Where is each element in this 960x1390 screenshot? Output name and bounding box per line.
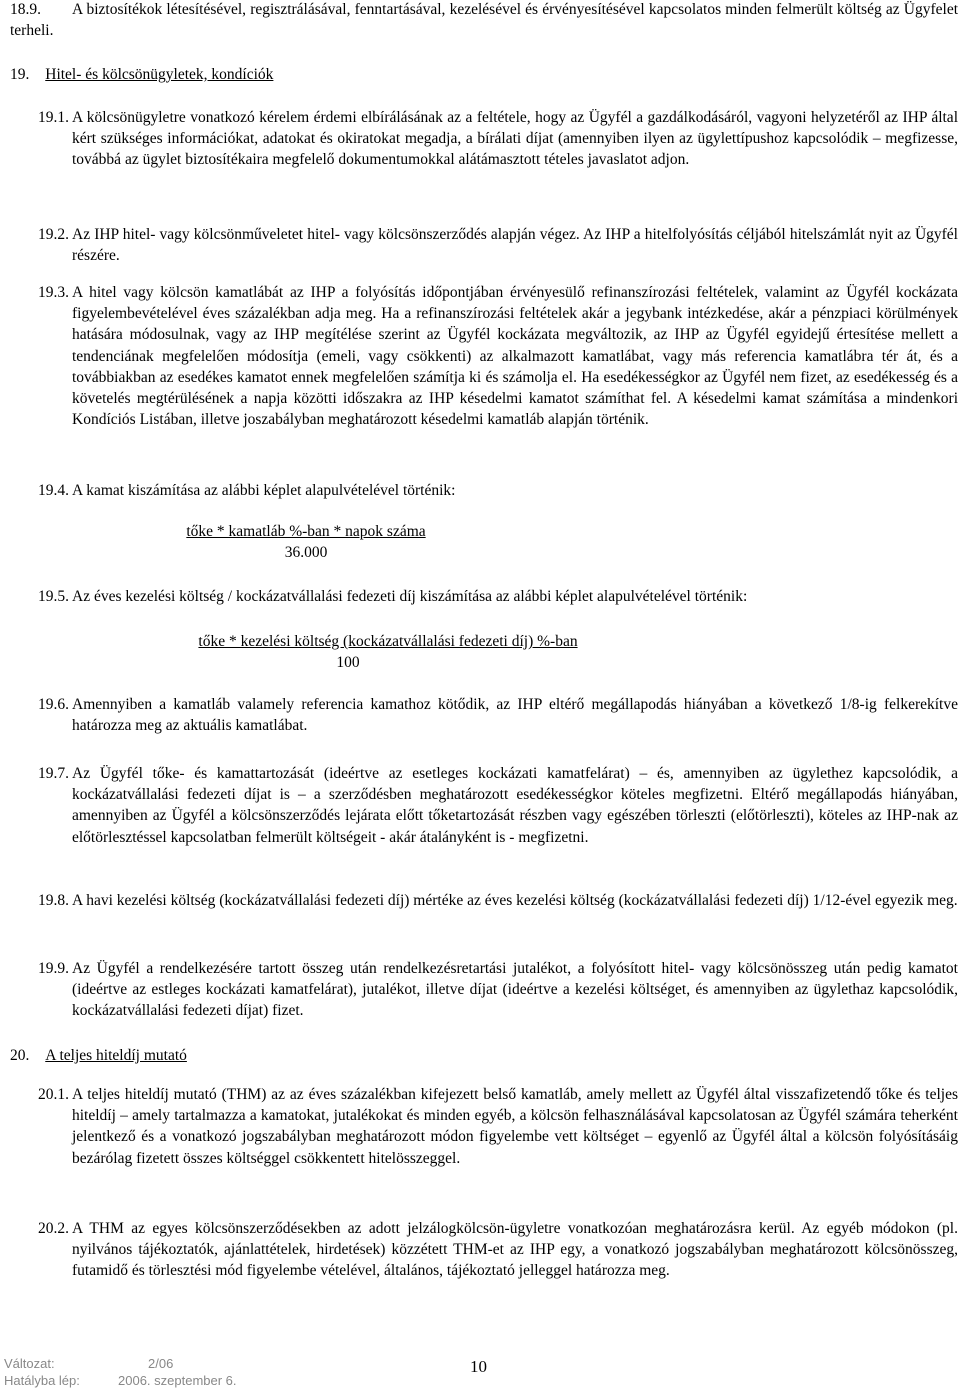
section-number: 20. <box>10 1047 30 1064</box>
paragraph-19-1 <box>38 107 958 171</box>
interest-formula <box>160 521 452 563</box>
footer-effective-label: Hatályba lép: <box>4 1373 80 1388</box>
paragraph-19-5 <box>38 586 958 607</box>
paragraph-text: A teljes hiteldíj mutató (THM) az az éves százalékban kifejezett belső kamatláb, amely mellett az Ügyfél által visszafizetendő tőke és teljes hiteldíj – amely tartalmazza a kamatokat, jutalékokat és minden egyéb, a kölcsön felhasználásával kapcsolatosan az Ügyfél számára teherként jelentkező és a vonatkozó jogszabályban meghatározott módon figyelembe vett költséget – egyenlő az Ügyfél által a kölcsön folyósításáig bezárólag fizetett összes költséggel csökkentett hitelösszeggel. <box>72 1086 958 1167</box>
section-number: 19. <box>10 66 30 83</box>
paragraph-number: 19.7. <box>38 765 69 782</box>
paragraph-19-9 <box>38 958 958 1022</box>
paragraph-number: 19.4. <box>38 482 69 499</box>
paragraph-19-6 <box>38 694 958 736</box>
paragraph-19-3 <box>38 282 958 430</box>
paragraph-text: A THM az egyes kölcsönszerződésekben az adott jelzálogkölcsön-ügyletre vonatkozóan meghatározásra kerül. Az egyéb módokon (pl. nyilvános tájékoztatók, ajánlattételek, hirdetések) közzétett THM-et az IHP egy, a vonatkozó jogszabályban meghatározott kölcsönösszeg, futamidő és törlesztési mód figyelembe vételével, általános, tájékoztató jelleggel határozza meg. <box>72 1220 958 1280</box>
section-title: A teljes hiteldíj mutató <box>45 1047 187 1064</box>
paragraph-text: A kamat kiszámítása az alábbi képlet alapulvételével történik: <box>72 482 456 499</box>
paragraph-text: Az Ügyfél a rendelkezésére tartott összeg után rendelkezésretartási jutalékot, a folyósított hitel- vagy kölcsönösszeg után pedig kamatot (ideértve az estleges kockázati kamatfelárat), jutalékot, illetve díjat (ideértve a kezelési költséget, és amennyiben az ügylethaz kapcsolódik, kockázatvállalási fedezeti díjat) fizet. <box>72 960 958 1020</box>
paragraph-number: 19.6. <box>38 696 69 713</box>
section-heading-20 <box>10 1045 187 1066</box>
paragraph-text: A hitel vagy kölcsön kamatlábát az IHP a folyósítás időpontjában érvényesülő refinanszírozási feltételek, valamint az Ügyfél kockázata figyelembevételével éves százalékban adja meg. Ha a refinanszírozási feltételek akár a jegybank intézkedése, akár a pénzpiaci körülmények hatására módosulnak, vagy az IHP megítélése szerint az Ügyfél kockázata megváltozik, az IHP az Ügyfél egyidejű értesítése mellett a tendenciának megfelelően módosítja (emeli, vagy csökkenti) az alkalmazott kamatlábat, vagy más referencia kamatlábra tér át, és a továbbiakban az esedékes kamatot ennek megfelelően számítja ki és számolja el. Ha esedékességkor az Ügyfél nem fizet, az esedékesség és a követelés megtérülésének a napja közötti időszakra az IHP késedelmi kamatot számíthat fel. A késedelmi kamat számítása a mindenkori Kondíciós Listában, illetve joszabályban meghatározott késedelmi kamatláb alapján történik. <box>72 284 958 429</box>
paragraph-20-1 <box>38 1084 958 1169</box>
section-heading-19 <box>10 64 273 85</box>
paragraph-20-2 <box>38 1218 958 1282</box>
section-title: Hitel- és kölcsönügyletek, kondíciók <box>45 66 274 83</box>
paragraph-number: 19.5. <box>38 588 69 605</box>
formula-denominator: 100 <box>336 654 360 671</box>
paragraph-text: Az IHP hitel- vagy kölcsönműveletet hitel- vagy kölcsönszerződés alapján végez. Az IHP a hitelfolyósítás céljából hitelszámlát nyit az Ügyfél részére. <box>72 226 958 265</box>
paragraph-number: 19.9. <box>38 960 69 977</box>
paragraph-19-2 <box>38 224 958 266</box>
paragraph-number: 19.3. <box>38 284 69 301</box>
paragraph-text: A havi kezelési költség (kockázatvállalási fedezeti díj) mértéke az éves kezelési költség (kockázatvállalási fedezeti díj) 1/12-ével egyezik meg. <box>72 892 958 909</box>
paragraph-number: 19.8. <box>38 892 69 909</box>
paragraph-text: A kölcsönügyletre vonatkozó kérelem érdemi elbírálásának az a feltétele, hogy az Ügyfél a gazdálkodásáról, vagyoni helyzetéről az IHP által kért szükséges információkat, adatokat és okiratokat megadja, a bírálati díjat (amennyiben ilyen az ügylettípushoz kapcsolódik – megfizesse, továbbá az ügylet biztosítékaira megfelelő dokumentumokkal alátámasztott tételes javaslatot adjon. <box>72 109 958 169</box>
formula-numerator: tőke * kezelési költség (kockázatvállalási fedezeti díj) %-ban <box>198 633 578 650</box>
paragraph-number: 20.1. <box>38 1086 69 1103</box>
paragraph-text: Amennyiben a kamatláb valamely referencia kamathoz kötődik, az IHP eltérő megállapodás hiányában a következő 1/8-ig felkerekítve határozza meg az aktuális kamatlábat. <box>72 696 958 735</box>
footer-version-label: Változat: <box>4 1356 55 1371</box>
footer-effective-value: 2006. szeptember 6. <box>118 1373 237 1388</box>
paragraph-19-8 <box>38 890 958 911</box>
formula-numerator: tőke * kamatláb %-ban * napok száma <box>186 523 426 540</box>
paragraph-text: Az éves kezelési költség / kockázatvállalási fedezeti díj kiszámítása az alábbi képlet alapulvételével történik: <box>72 588 748 605</box>
paragraph-19-7 <box>38 763 958 848</box>
footer-version-value: 2/06 <box>148 1356 174 1371</box>
paragraph-number: 18.9. <box>10 1 41 18</box>
paragraph-number: 19.1. <box>38 109 69 126</box>
paragraph-text: Az Ügyfél tőke- és kamattartozását (ideértve az esetleges kockázati kamatfelárat) – és, amennyiben az ügylethez kapcsolódik, a kockázatvállalási fedezeti díjat is – a szerződésben meghatározott esedékességkor köteles megfizetni. Eltérő megállapodás hiányában, amennyiben az Ügyfél a kölcsönszerződés lejárata előtt tőketartozását részben vagy egészében törleszti (előtörleszti), köteles az IHP-nak az előtörlesztéssel kapcsolatban felmerült költségeit - akár átalányként is - megfizetni. <box>72 765 958 846</box>
paragraph-18-9 <box>10 0 958 41</box>
paragraph-19-4 <box>38 480 958 501</box>
fee-formula <box>160 631 616 673</box>
paragraph-number: 20.2. <box>38 1220 69 1237</box>
paragraph-text: A biztosítékok létesítésével, regisztrálásával, fenntartásával, kezelésével és érvényesítésével kapcsolatos minden felmerült költség az Ügyfelet terheli. <box>10 1 958 40</box>
formula-denominator: 36.000 <box>284 544 328 561</box>
paragraph-number: 19.2. <box>38 226 69 243</box>
page-number: 10 <box>470 1357 487 1376</box>
